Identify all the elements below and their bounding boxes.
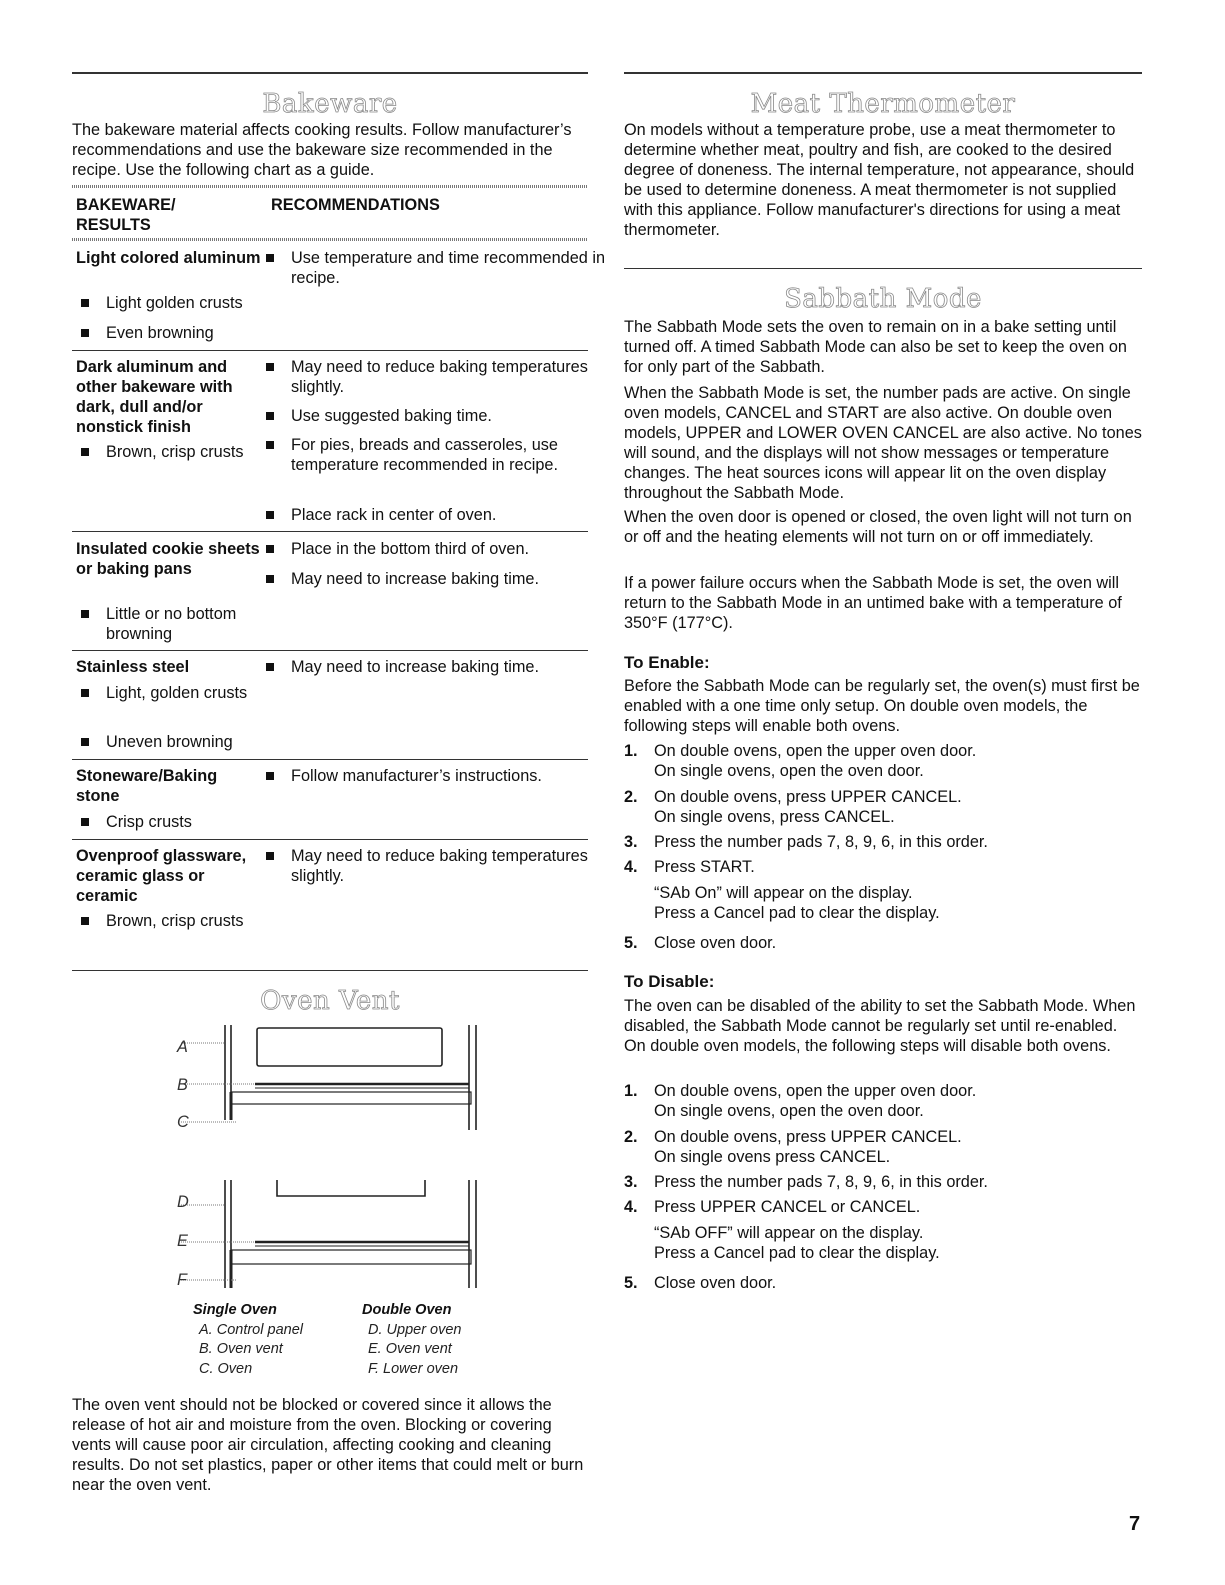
top-rule	[624, 72, 1142, 74]
oven-vent-title: Oven Vent	[260, 986, 400, 1016]
table-header-left: BAKEWARE/ RESULTS	[76, 196, 176, 234]
row-recommendation: For pies, breads and casseroles, use temperature recommended in recipe.	[261, 435, 613, 475]
bakeware-intro: The bakeware material affects cooking results. Follow manufacturer’s recommendations and use the bakeware size recommended in the recipe. Use the following chart as a guide.	[72, 121, 572, 179]
step-number: 3.	[624, 833, 638, 851]
caption-item: F. Lower oven	[368, 1360, 459, 1377]
to-enable-intro: Before the Sabbath Mode can be regularly set, the oven(s) must first be enabled with a one time only setup. On double oven models, the following steps will enable both ovens.	[624, 677, 1140, 735]
step-text: Press the number pads 7, 8, 9, 6, in this order.	[654, 833, 988, 851]
diagram-label-f: F	[177, 1271, 187, 1289]
row-result: Even browning	[76, 323, 286, 343]
sabbath-paragraph: When the Sabbath Mode is set, the number pads are active. On single oven models, CANCEL and START are also active. On double oven models, UPPER and LOWER OVEN CANCEL are also active. No tones will sound, and the displays will not show messages or temperature changes. The heat sources icons will appear lit on the oven display throughout the Sabbath Mode.	[624, 384, 1142, 502]
row-recommendation: May need to reduce baking temperatures slightly.	[261, 846, 613, 886]
diagram-label-b: B	[177, 1076, 188, 1094]
caption-item: B. Oven vent	[199, 1341, 283, 1357]
meat-thermometer-text: On models without a temperature probe, use a meat thermometer to determine whether meat, poultry and fish, are cooked to the desired degree of doneness. The internal temperature, not appearance, should be used to determine doneness. A meat thermometer is not supplied with this appliance. Follow manufacturer's directions for using a meat thermometer.	[624, 121, 1135, 239]
step-text: Close oven door.	[654, 1274, 777, 1292]
row-material: Insulated cookie sheets or baking pans	[76, 540, 260, 578]
row-divider	[72, 759, 588, 760]
row-material: Light colored aluminum	[76, 249, 261, 267]
row-divider	[72, 650, 588, 651]
step-text: On double ovens, open the upper oven door. On single ovens, open the oven door.	[654, 1082, 977, 1120]
row-result: Brown, crisp crusts	[76, 911, 286, 931]
caption-item: E. Oven vent	[368, 1341, 452, 1357]
step-number: 3.	[624, 1173, 638, 1191]
step-number: 4.	[624, 1198, 638, 1216]
oven-vent-diagram	[167, 1020, 497, 1295]
row-recommendation: May need to increase baking time.	[261, 657, 613, 677]
table-header-rule	[72, 238, 588, 241]
row-result: Light golden crusts	[76, 293, 286, 313]
step-text: Close oven door.	[654, 934, 777, 952]
meat-thermometer-title: Meat Thermometer	[750, 89, 1016, 119]
to-disable-intro: The oven can be disabled of the ability to set the Sabbath Mode. When disabled, the Sabbath Mode cannot be regularly set until re-enabled. On double oven models, the following steps will disable both ovens.	[624, 997, 1136, 1055]
top-rule	[72, 72, 588, 74]
step-text: Press UPPER CANCEL or CANCEL. “SAb OFF” will appear on the display. Press a Cancel pad to clear the display.	[654, 1198, 940, 1262]
sabbath-mode-title: Sabbath Mode	[784, 284, 982, 314]
single-oven-caption	[193, 1301, 303, 1379]
table-header-right: RECOMMENDATIONS	[271, 196, 440, 214]
sabbath-paragraph: The Sabbath Mode sets the oven to remain on in a bake setting until turned off. A timed Sabbath Mode can also be set to keep the oven on for only part of the Sabbath.	[624, 318, 1127, 376]
row-material: Stainless steel	[76, 658, 190, 676]
row-material: Dark aluminum and other bakeware with dark, dull and/or nonstick finish	[76, 358, 233, 436]
bakeware-title: Bakeware	[262, 89, 398, 119]
row-divider	[72, 531, 588, 532]
row-result: Little or no bottom browning	[76, 604, 286, 644]
caption-item: C. Oven	[199, 1360, 253, 1377]
diagram-label-e: E	[177, 1232, 188, 1250]
sabbath-paragraph: If a power failure occurs when the Sabbath Mode is set, the oven will return to the Sabbath Mode in an untimed bake with a temperature of 350°F (177°C).	[624, 574, 1122, 632]
row-divider	[72, 839, 588, 840]
row-recommendation: Use suggested baking time.	[261, 406, 613, 426]
row-recommendation: Place rack in center of oven.	[261, 505, 613, 525]
section-rule	[72, 970, 588, 971]
step-number: 2.	[624, 1128, 638, 1146]
row-recommendation: May need to reduce baking temperatures slightly.	[261, 357, 613, 397]
row-result: Crisp crusts	[76, 812, 286, 832]
row-recommendation: Use temperature and time recommended in recipe.	[261, 248, 613, 288]
to-enable-heading: To Enable:	[624, 653, 710, 672]
step-number: 1.	[624, 742, 638, 760]
row-recommendation: Follow manufacturer’s instructions.	[261, 766, 613, 786]
single-oven-caption-title: Single Oven	[193, 1302, 277, 1318]
step-number: 5.	[624, 934, 638, 952]
row-result: Brown, crisp crusts	[76, 442, 286, 462]
row-result: Light, golden crusts	[76, 683, 286, 703]
diagram-label-d: D	[177, 1193, 189, 1211]
row-material: Ovenproof glassware, ceramic glass or ceramic	[76, 847, 247, 905]
step-text: Press the number pads 7, 8, 9, 6, in this order.	[654, 1173, 988, 1191]
row-divider	[72, 350, 588, 351]
caption-item: D. Upper oven	[368, 1321, 462, 1338]
diagram-label-a: A	[177, 1038, 188, 1056]
step-number: 1.	[624, 1082, 638, 1100]
to-disable-heading: To Disable:	[624, 972, 715, 991]
caption-item: A. Control panel	[199, 1321, 303, 1338]
oven-vent-text: The oven vent should not be blocked or covered since it allows the release of hot air and moisture from the oven. Blocking or covering vents will cause poor air circulation, affecting cooking and cleaning results. Do not set plastics, paper or other items that could melt or burn near the oven vent.	[72, 1396, 584, 1494]
double-oven-caption	[362, 1301, 462, 1379]
step-number: 4.	[624, 858, 638, 876]
row-material: Stoneware/Baking stone	[76, 767, 218, 805]
table-top-rule	[72, 185, 588, 188]
step-number: 2.	[624, 788, 638, 806]
step-text: On double ovens, press UPPER CANCEL. On single ovens, press CANCEL.	[654, 788, 962, 826]
step-text: On double ovens, press UPPER CANCEL. On single ovens press CANCEL.	[654, 1128, 962, 1166]
step-number: 5.	[624, 1274, 638, 1292]
page-number: 7	[1129, 1513, 1141, 1535]
row-recommendation: Place in the bottom third of oven.	[261, 539, 613, 559]
step-text: Press START. “SAb On” will appear on the display. Press a Cancel pad to clear the display.	[654, 858, 940, 922]
section-rule	[624, 268, 1142, 269]
step-text: On double ovens, open the upper oven door. On single ovens, open the oven door.	[654, 742, 977, 780]
diagram-label-c: C	[177, 1113, 189, 1131]
row-result: Uneven browning	[76, 732, 286, 752]
sabbath-paragraph: When the oven door is opened or closed, the oven light will not turn on or off and the heating elements will not turn on or off immediately.	[624, 508, 1132, 546]
row-recommendation: May need to increase baking time.	[261, 569, 613, 589]
double-oven-caption-title: Double Oven	[362, 1302, 452, 1318]
